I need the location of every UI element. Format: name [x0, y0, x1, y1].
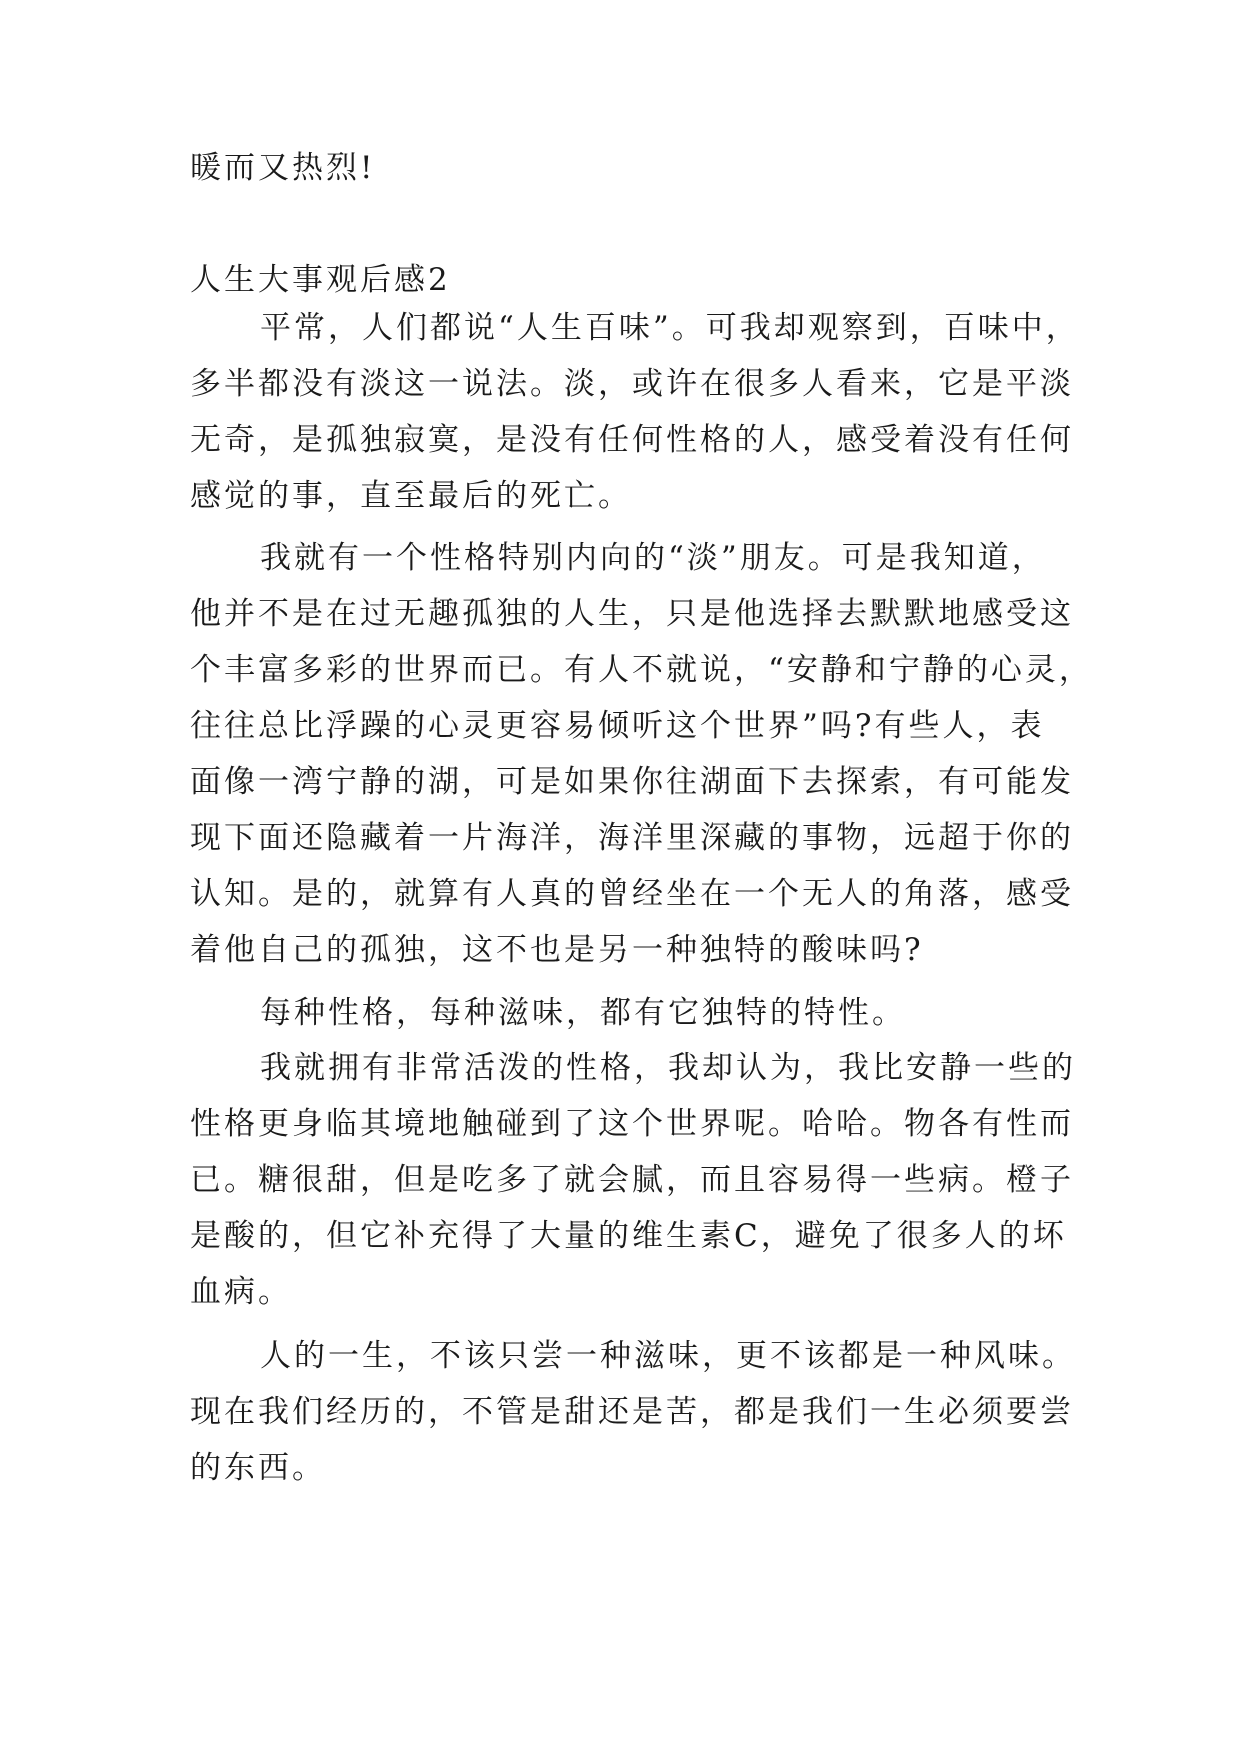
paragraph-line: 我就有一个性格特别内向的“淡”朋友。可是我知道， — [260, 540, 1046, 576]
article-heading: 人生大事观后感2 — [190, 262, 451, 298]
paragraph-line: 已。糖很甜，但是吃多了就会腻，而且容易得一些病。橙子 — [190, 1162, 1074, 1198]
paragraph-line: 的东西。 — [190, 1450, 326, 1486]
paragraph-line: 血病。 — [190, 1274, 292, 1310]
paragraph-line: 他并不是在过无趣孤独的人生，只是他选择去默默地感受这 — [190, 596, 1074, 632]
paragraph-5 — [190, 1328, 1076, 1496]
paragraph-line: 每种性格，每种滋味，都有它独特的特性。 — [260, 995, 906, 1031]
paragraph-line: 是酸的，但它补充得了大量的维生素C，避免了很多人的坏 — [190, 1218, 1067, 1254]
paragraph-line: 着他自己的孤独，这不也是另一种独特的酸味吗? — [190, 932, 924, 968]
paragraph-line: 我就拥有非常活泼的性格，我却认为，我比安静一些的 — [260, 1050, 1076, 1086]
paragraph-line: 个丰富多彩的世界而已。有人不就说，“安静和宁静的心灵， — [190, 652, 1093, 688]
top-fragment-text: 暖而又热烈! — [190, 150, 376, 186]
paragraph-line: 无奇，是孤独寂寞，是没有任何性格的人，感受着没有任何 — [190, 422, 1074, 458]
paragraph-line: 多半都没有淡这一说法。淡，或许在很多人看来，它是平淡 — [190, 366, 1074, 402]
paragraph-line: 现下面还隐藏着一片海洋，海洋里深藏的事物，远超于你的 — [190, 820, 1074, 856]
paragraph-line: 人的一生，不该只尝一种滋味，更不该都是一种风味。 — [260, 1338, 1076, 1374]
paragraph-line: 性格更身临其境地触碰到了这个世界呢。哈哈。物各有性而 — [190, 1106, 1074, 1142]
paragraph-line: 认知。是的，就算有人真的曾经坐在一个无人的角落，感受 — [190, 876, 1074, 912]
paragraph-2 — [190, 530, 1093, 978]
paragraph-line: 平常，人们都说“人生百味”。可我却观察到，百味中， — [260, 310, 1080, 346]
paragraph-line: 面像一湾宁静的湖，可是如果你往湖面下去探索，有可能发 — [190, 764, 1074, 800]
paragraph-4 — [190, 1040, 1076, 1320]
top-fragment-block — [190, 140, 1070, 196]
paragraph-3 — [190, 985, 1070, 1041]
paragraph-1 — [190, 300, 1080, 524]
paragraph-line: 往往总比浮躁的心灵更容易倾听这个世界”吗?有些人，表 — [190, 708, 1045, 744]
paragraph-line: 感觉的事，直至最后的死亡。 — [190, 478, 632, 514]
paragraph-line: 现在我们经历的，不管是甜还是苦，都是我们一生必须要尝 — [190, 1394, 1074, 1430]
